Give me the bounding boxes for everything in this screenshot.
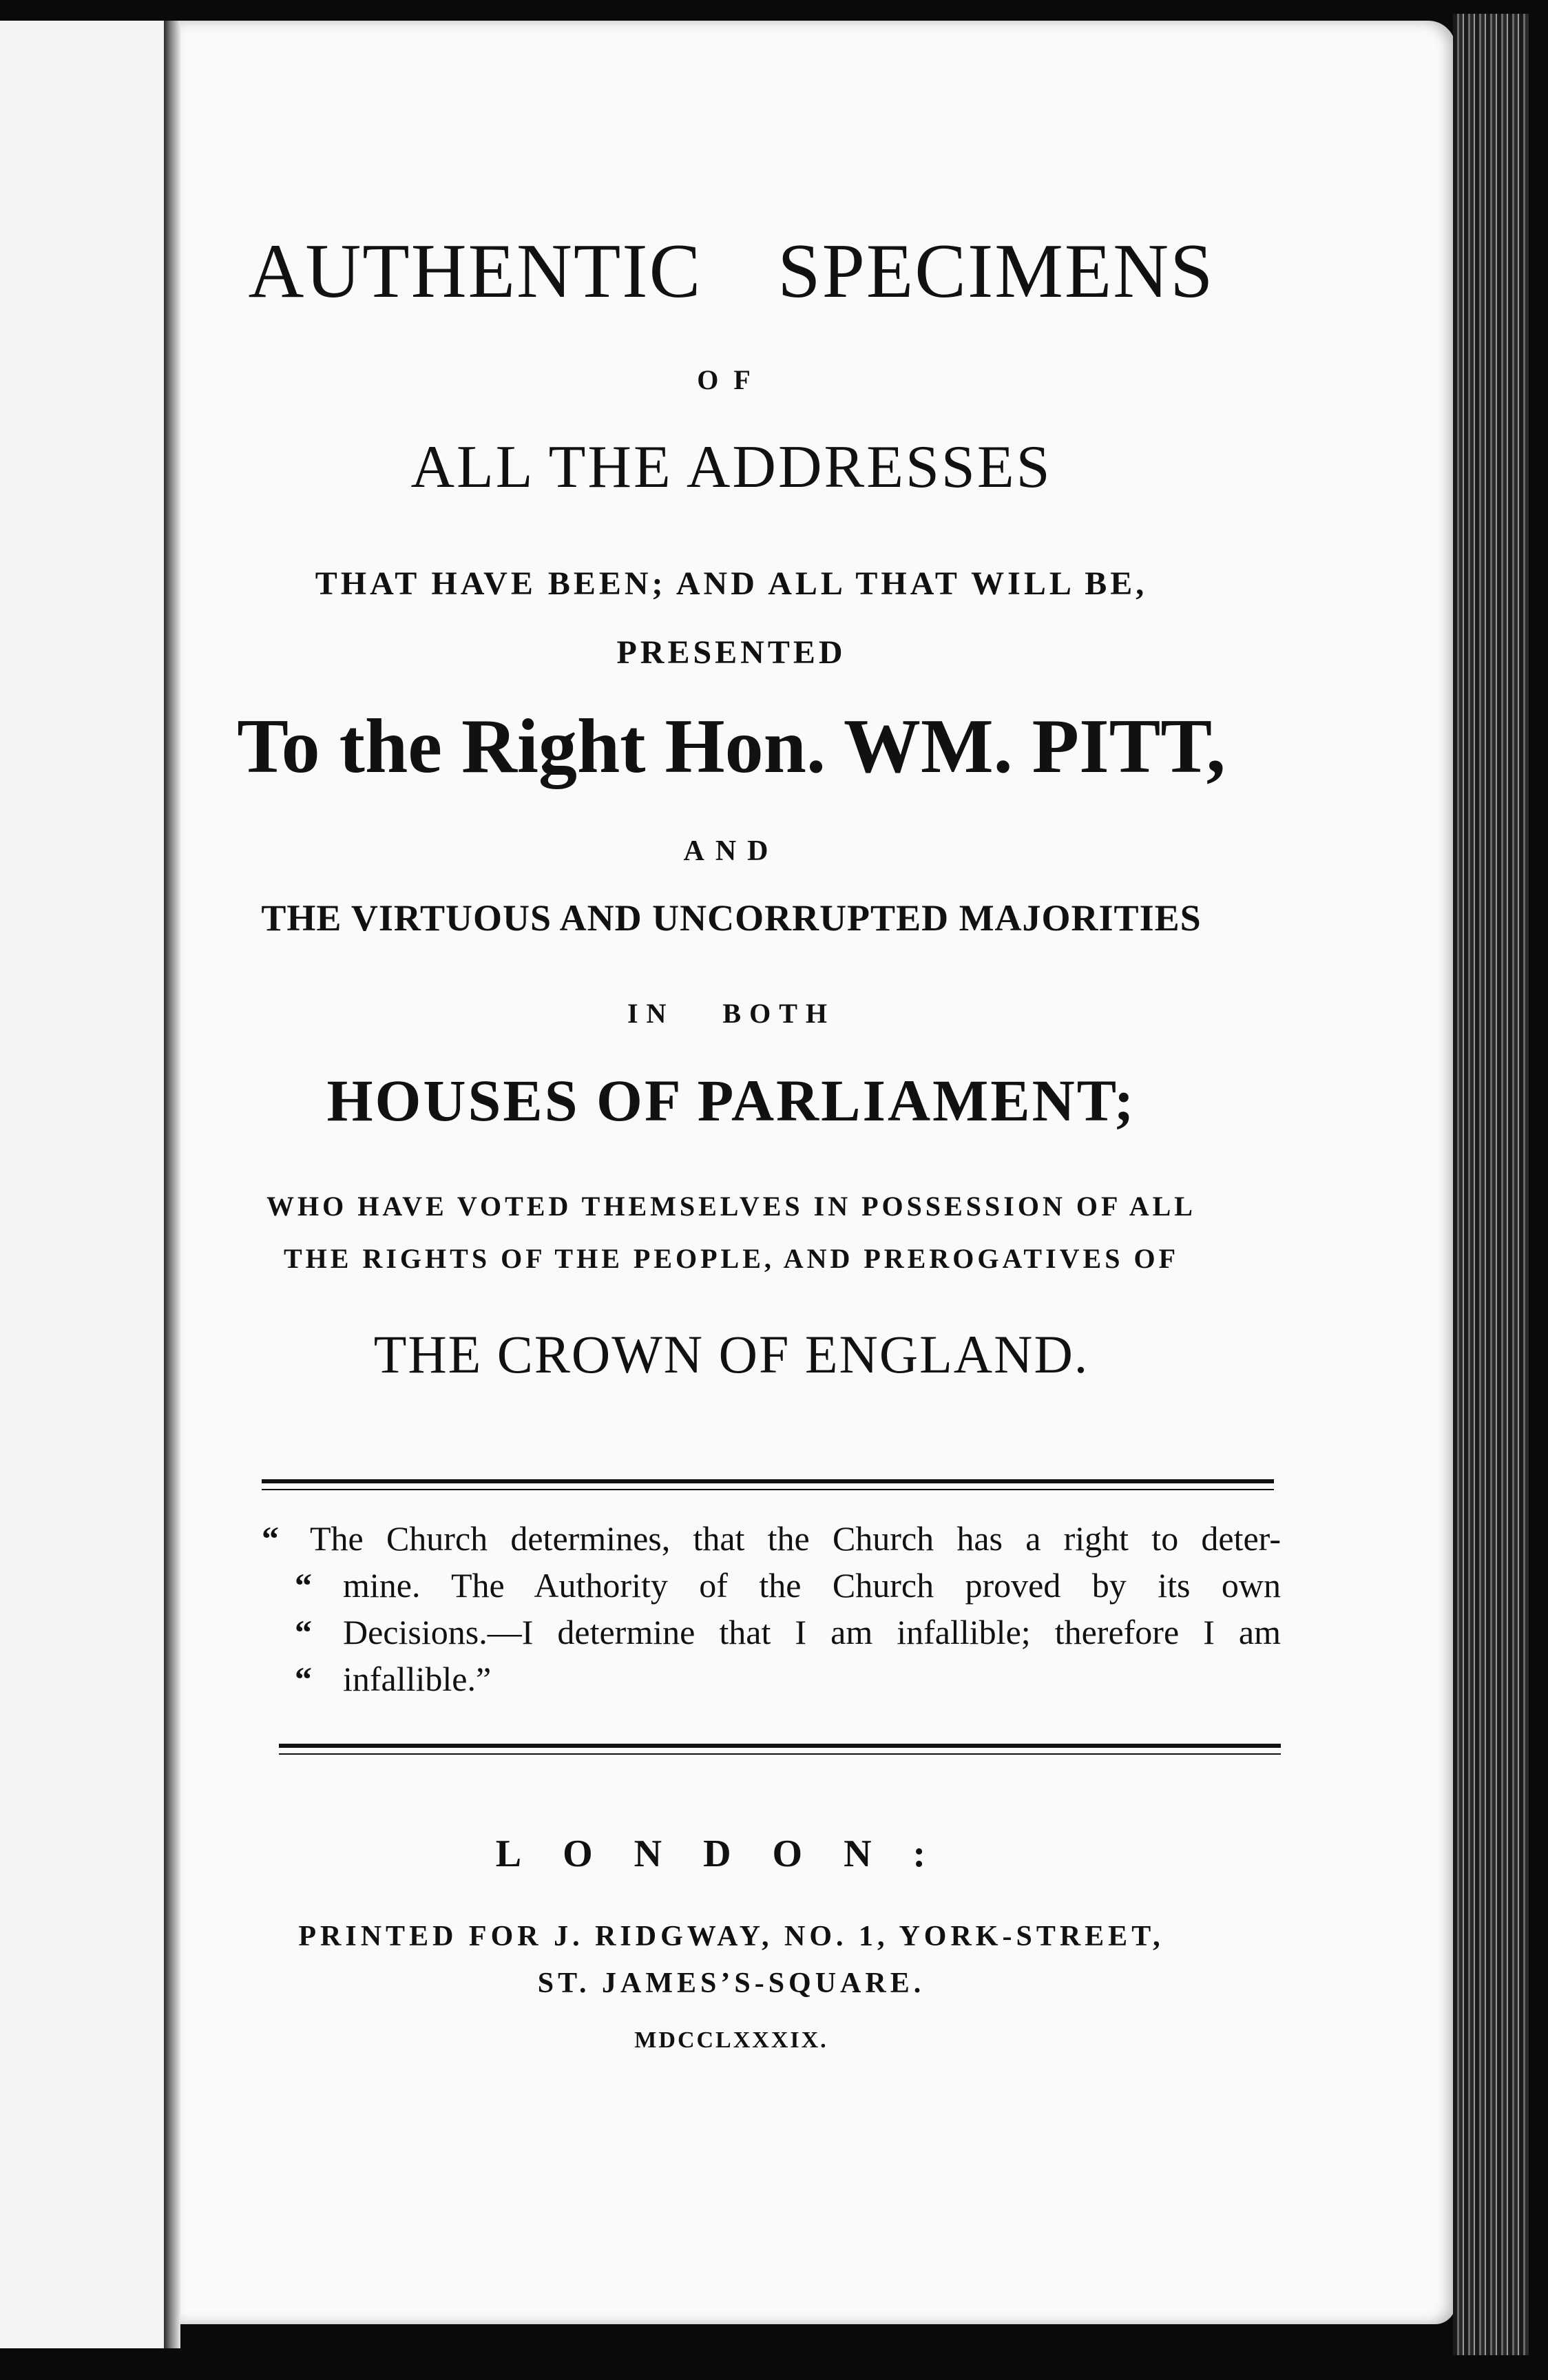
subtitle-majorities: THE VIRTUOUS AND UNCORRUPTED MAJORITIES [261,897,1202,939]
divider-rule-bottom-thick [279,1744,1281,1748]
page-edges [1453,14,1529,2355]
title-addresses: ALL THE ADDRESSES [410,434,1052,501]
title-crown: THE CROWN OF ENGLAND. [373,1324,1089,1384]
subtitle-in-both [180,997,1282,1030]
imprint-address: ST. JAMES’S-SQUARE. [537,1967,925,1999]
quote-mark: “ [295,1660,312,1698]
word-in: IN [627,998,675,1029]
book-gutter [164,21,180,2348]
epigraph-line: “ The Church determines, that the Church has a right to deter- [262,1515,1281,1562]
imprint-year: MDCCLXXXIX. [634,2027,828,2053]
subtitle-who-line-1: WHO HAVE VOTED THEMSELVES IN POSSESSION OF ALL [266,1191,1196,1222]
title-of: OF [697,364,766,395]
title-word-authentic: AUTHENTIC [248,229,702,314]
divider-rule-top-thick [262,1479,1274,1483]
subtitle-been: THAT HAVE BEEN; AND ALL THAT WILL BE, [315,565,1148,602]
quote-mark: “ [262,1519,279,1558]
title-word-specimens: SPECIMENS [777,229,1215,314]
imprint-printer: PRINTED FOR J. RIDGWAY, NO. 1, YORK-STREET, [298,1921,1164,1952]
divider-rule-top-thin [262,1489,1274,1490]
subtitle-and: AND [683,835,780,867]
epigraph-line: “ Decisions.—I determine that I am infallible; therefore I am [262,1609,1281,1656]
epigraph-line: “ infallible.” [262,1656,1281,1702]
epigraph [262,1515,1281,1702]
word-both: BOTH [722,998,836,1029]
title-pitt: To the Right Hon. WM. PITT, [237,704,1226,789]
quote-mark: “ [295,1613,312,1651]
left-page-edge [0,21,167,2348]
divider-rule-bottom-thin [279,1753,1281,1755]
epigraph-line: “ mine. The Authority of the Church proved by its own [262,1562,1281,1609]
title-houses: HOUSES OF PARLIAMENT; [326,1067,1136,1134]
subtitle-who-line-2: THE RIGHTS OF THE PEOPLE, AND PREROGATIVES OF [284,1243,1179,1274]
subtitle-presented: PRESENTED [616,634,846,671]
imprint-city: LONDON: [495,1833,967,1875]
quote-mark: “ [295,1566,312,1605]
main-title [180,227,1282,316]
